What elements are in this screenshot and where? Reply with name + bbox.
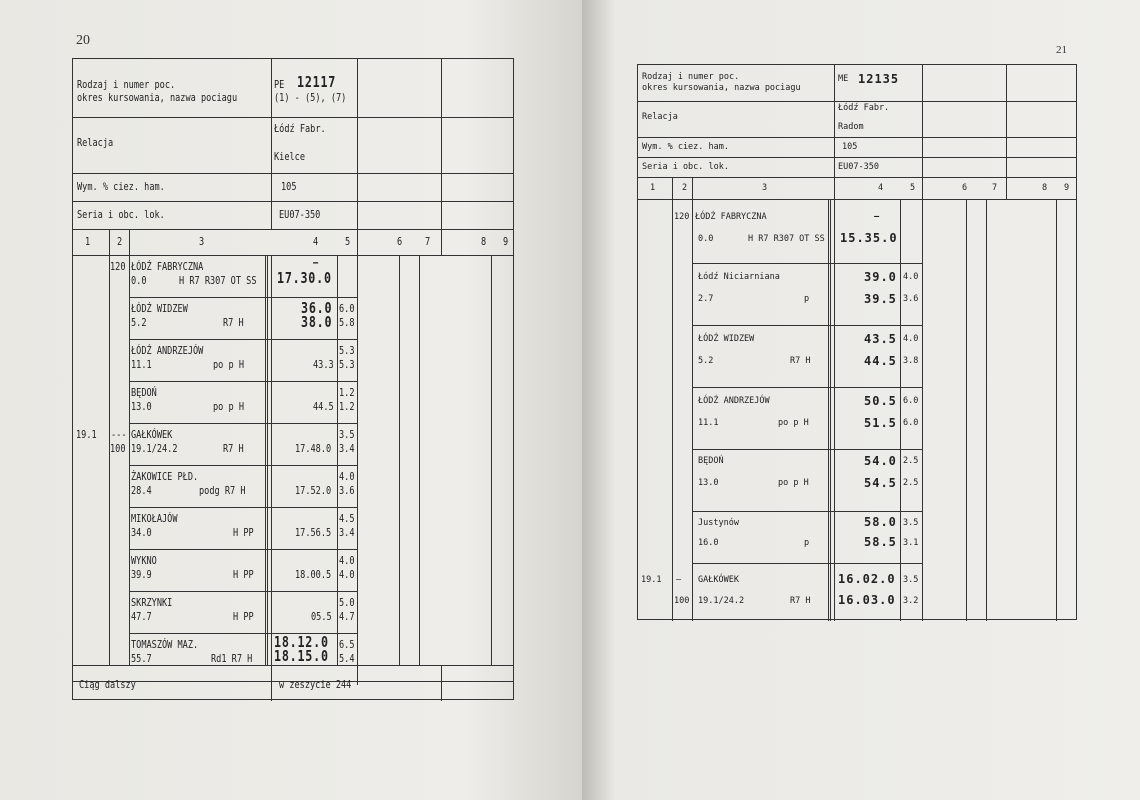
row-c1: 19.1 bbox=[641, 575, 662, 585]
station-name: ŁÓDŹ WIDZEW bbox=[698, 334, 755, 344]
page-number: 21 bbox=[1056, 44, 1067, 56]
row-c2: 120 bbox=[674, 212, 690, 222]
col-4: 4 bbox=[313, 235, 319, 248]
col-2: 2 bbox=[117, 235, 123, 248]
station-km: 2.7 bbox=[698, 294, 714, 304]
station-name: BĘDOŃ bbox=[131, 386, 157, 399]
departure-time: 38.0 bbox=[301, 313, 333, 331]
run-time: 6.5 bbox=[339, 638, 355, 651]
station-name: ŻAKOWICE PŁD. bbox=[131, 470, 199, 483]
wym-value: 105 bbox=[842, 142, 858, 152]
station-info: Rd1 R7 H bbox=[211, 652, 253, 665]
col-3: 3 bbox=[762, 183, 768, 193]
station-name: Łódź Niciarniana bbox=[698, 272, 780, 282]
wym-value: 105 bbox=[281, 180, 297, 193]
station-info: R7 H bbox=[223, 442, 244, 455]
arrival-time: 18.12.0 bbox=[274, 633, 329, 651]
row-c2b: 100 bbox=[110, 442, 126, 455]
col-2: 2 bbox=[682, 183, 688, 193]
station-km: 28.4 bbox=[131, 484, 152, 497]
run-time: 3.6 bbox=[339, 484, 355, 497]
station-info: p bbox=[804, 538, 810, 548]
run-time: 6.0 bbox=[903, 418, 919, 428]
train-number: 12135 bbox=[858, 72, 900, 86]
run-time: 3.5 bbox=[903, 518, 919, 528]
departure-time: 44.5 bbox=[864, 354, 897, 368]
right-page bbox=[582, 0, 1140, 800]
col-9: 9 bbox=[1064, 183, 1070, 193]
station-km: 19.1/24.2 bbox=[698, 596, 745, 606]
station-info: H PP bbox=[233, 568, 254, 581]
departure-time: 58.5 bbox=[864, 535, 897, 549]
departure-time: 15.35.0 bbox=[840, 231, 898, 245]
run-time: 3.2 bbox=[903, 596, 919, 606]
timetable-right bbox=[637, 64, 1077, 620]
station-km: 47.7 bbox=[131, 610, 152, 623]
run-time: 3.1 bbox=[903, 538, 919, 548]
station-name: ŁÓDŹ FABRYCZNA bbox=[131, 260, 204, 273]
station-km: 11.1 bbox=[698, 418, 719, 428]
col-5: 5 bbox=[345, 235, 351, 248]
station-name: MIKOŁAJÓW bbox=[131, 512, 178, 525]
station-info: H PP bbox=[233, 610, 254, 623]
departure-time: 17.30.0 bbox=[277, 269, 332, 287]
col-8: 8 bbox=[1042, 183, 1048, 193]
station-km: 39.9 bbox=[131, 568, 152, 581]
continuation-ref: w zeszycie 244 bbox=[279, 678, 352, 691]
train-number: 12117 bbox=[297, 73, 337, 91]
run-time: 5.0 bbox=[339, 596, 355, 609]
arrival-time: 43.5 bbox=[864, 332, 897, 346]
train-prefix: PE bbox=[274, 78, 285, 91]
row-c2: 120 bbox=[110, 260, 126, 273]
station-name: ŁÓDŹ FABRYCZNA bbox=[695, 212, 767, 222]
col-5: 5 bbox=[910, 183, 916, 193]
relacja-label: Relacja bbox=[77, 136, 114, 149]
departure-time: 39.5 bbox=[864, 292, 897, 306]
station-km: 16.0 bbox=[698, 538, 719, 548]
arrival-time: — bbox=[874, 212, 880, 222]
run-time: 4.0 bbox=[339, 568, 355, 581]
arrival-time: 54.0 bbox=[864, 454, 897, 468]
col-9: 9 bbox=[503, 235, 509, 248]
relacja-to: Radom bbox=[838, 122, 864, 132]
okres-label: okres kursowania, nazwa pociagu bbox=[642, 83, 801, 93]
col-6: 6 bbox=[962, 183, 968, 193]
station-info: po p H bbox=[778, 418, 809, 428]
station-km: 19.1/24.2 bbox=[131, 442, 178, 455]
seria-value: EU07-350 bbox=[279, 208, 321, 221]
station-km: 0.0 bbox=[698, 234, 714, 244]
station-km: 5.2 bbox=[131, 316, 147, 329]
station-info: podg R7 H bbox=[199, 484, 246, 497]
timetable-left bbox=[72, 58, 514, 700]
arrival-time: 16.02.0 bbox=[838, 572, 896, 586]
run-time: 4.0 bbox=[339, 470, 355, 483]
departure-time: 43.3 bbox=[313, 358, 334, 371]
run-time: 5.8 bbox=[339, 316, 355, 329]
station-km: 34.0 bbox=[131, 526, 152, 539]
run-time: 2.5 bbox=[903, 478, 919, 488]
run-time: 6.0 bbox=[339, 302, 355, 315]
run-time: 2.5 bbox=[903, 456, 919, 466]
station-info: H R7 R307 OT SS bbox=[179, 274, 257, 287]
station-info: R7 H bbox=[223, 316, 244, 329]
station-name: ŁÓDŹ WIDZEW bbox=[131, 302, 188, 315]
station-name: ŁÓDŹ ANDRZEJÓW bbox=[131, 344, 204, 357]
col-7: 7 bbox=[425, 235, 431, 248]
station-info: p bbox=[804, 294, 810, 304]
departure-time: 18.00.5 bbox=[295, 568, 332, 581]
station-km: 13.0 bbox=[698, 478, 719, 488]
okres-label: okres kursowania, nazwa pociagu bbox=[77, 91, 238, 104]
seria-label: Seria i obc. lok. bbox=[77, 208, 165, 221]
station-info: po p H bbox=[213, 400, 245, 413]
rodzaj-label: Rodzaj i numer poc. bbox=[77, 78, 176, 91]
run-time: 5.4 bbox=[339, 652, 355, 665]
rodzaj-label: Rodzaj i numer poc. bbox=[642, 72, 740, 82]
arrival-time: 58.0 bbox=[864, 515, 897, 529]
station-name: Justynów bbox=[698, 518, 739, 528]
run-time: 5.3 bbox=[339, 344, 355, 357]
run-time: 3.4 bbox=[339, 442, 355, 455]
departure-time: 44.5 bbox=[313, 400, 334, 413]
station-info: po p H bbox=[213, 358, 245, 371]
run-time: 3.6 bbox=[903, 294, 919, 304]
col-1: 1 bbox=[650, 183, 656, 193]
run-time: 3.4 bbox=[339, 526, 355, 539]
arrival-time: 39.0 bbox=[864, 270, 897, 284]
run-time: 3.5 bbox=[903, 575, 919, 585]
col-6: 6 bbox=[397, 235, 403, 248]
station-name: GAŁKÓWEK bbox=[698, 575, 739, 585]
station-name: WYKNO bbox=[131, 554, 157, 567]
run-time: 4.0 bbox=[903, 272, 919, 282]
arrival-time: 50.5 bbox=[864, 394, 897, 408]
row-c2b: 100 bbox=[674, 596, 690, 606]
departure-time: 51.5 bbox=[864, 416, 897, 430]
departure-time: 17.56.5 bbox=[295, 526, 332, 539]
station-info: R7 H bbox=[790, 596, 811, 606]
station-km: 11.1 bbox=[131, 358, 152, 371]
col-7: 7 bbox=[992, 183, 998, 193]
col-8: 8 bbox=[481, 235, 487, 248]
station-name: GAŁKÓWEK bbox=[131, 428, 173, 441]
departure-time: 17.52.0 bbox=[295, 484, 332, 497]
run-time: 6.0 bbox=[903, 396, 919, 406]
station-name: TOMASZÓW MAZ. bbox=[131, 638, 199, 651]
col-4: 4 bbox=[878, 183, 884, 193]
station-info: po p H bbox=[778, 478, 809, 488]
wym-label: Wym. % ciez. ham. bbox=[77, 180, 165, 193]
run-time: 1.2 bbox=[339, 400, 355, 413]
arrival-time: 36.0 bbox=[301, 299, 333, 317]
departure-time: 54.5 bbox=[864, 476, 897, 490]
run-time: 4.7 bbox=[339, 610, 355, 623]
relacja-from: Łódź Fabr. bbox=[274, 122, 326, 135]
station-info: R7 H bbox=[790, 356, 811, 366]
departure-time: 17.48.0 bbox=[295, 442, 332, 455]
seria-label: Seria i obc. lok. bbox=[642, 162, 729, 172]
station-km: 55.7 bbox=[131, 652, 152, 665]
arrival-time: — bbox=[313, 256, 319, 269]
train-period: (1) - (5), (7) bbox=[274, 91, 347, 104]
departure-time: 18.15.0 bbox=[274, 647, 329, 665]
run-time: 4.0 bbox=[903, 334, 919, 344]
train-prefix: ME bbox=[838, 74, 849, 84]
relacja-from: Łódź Fabr. bbox=[838, 103, 890, 113]
station-km: 5.2 bbox=[698, 356, 714, 366]
run-time: 4.0 bbox=[339, 554, 355, 567]
station-name: ŁÓDŹ ANDRZEJÓW bbox=[698, 396, 770, 406]
relacja-label: Relacja bbox=[642, 112, 678, 122]
station-info: H PP bbox=[233, 526, 254, 539]
relacja-to: Kielce bbox=[274, 150, 306, 163]
departure-time: 05.5 bbox=[311, 610, 332, 623]
col-3: 3 bbox=[199, 235, 205, 248]
col-1: 1 bbox=[85, 235, 91, 248]
station-name: SKRZYNKI bbox=[131, 596, 173, 609]
run-time: 1.2 bbox=[339, 386, 355, 399]
run-time: 3.5 bbox=[339, 428, 355, 441]
row-c2: --- bbox=[111, 428, 127, 441]
departure-time: 16.03.0 bbox=[838, 593, 896, 607]
wym-label: Wym. % ciez. ham. bbox=[642, 142, 729, 152]
page-number: 20 bbox=[76, 33, 90, 48]
station-info: H R7 R307 OT SS bbox=[748, 234, 825, 244]
run-time: 5.3 bbox=[339, 358, 355, 371]
row-c1: 19.1 bbox=[76, 428, 97, 441]
continuation-note: Ciąg dalszy bbox=[79, 678, 136, 691]
station-km: 0.0 bbox=[131, 274, 147, 287]
station-km: 13.0 bbox=[131, 400, 152, 413]
run-time: 4.5 bbox=[339, 512, 355, 525]
row-c2: — bbox=[676, 575, 682, 585]
station-name: BĘDOŃ bbox=[698, 456, 724, 466]
run-time: 3.8 bbox=[903, 356, 919, 366]
seria-value: EU07-350 bbox=[838, 162, 879, 172]
